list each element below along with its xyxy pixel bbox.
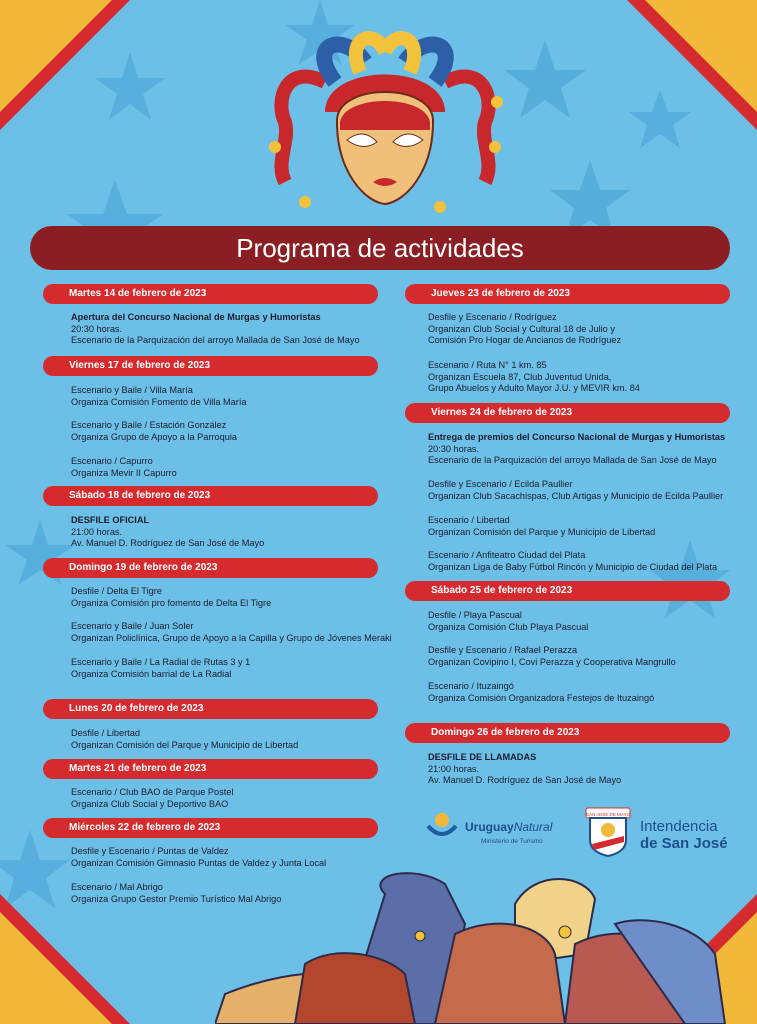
intendencia-line-1: Intendencia [640,818,718,835]
uruguay-natural-wordmark [465,820,552,834]
event-title: Escenario y Baile / Estación González [71,420,227,430]
event-title: Desfile y Escenario / Rodríguez [428,312,557,322]
carnival-mask-icon [265,22,505,222]
date-header-jueves-23: Jueves 23 de febrero de 2023 [405,284,730,304]
event-block [71,312,360,347]
event-line: Organizan Club Social y Cultural 18 de Julio y [428,323,615,334]
corner-decoration-top-right [627,0,757,130]
date-header-martes-14: Martes 14 de febrero de 2023 [43,284,378,304]
corner-decoration-top-left [0,0,130,130]
event-line: Escenario de la Parquización del arroyo Mallada de San José de Mayo [428,455,717,465]
event-title: Escenario / Ruta N° 1 km. 85 [428,360,547,370]
event-title: Escenario / Club BAO de Parque Postel [71,787,234,797]
date-header-domingo-26: Domingo 26 de febrero de 2023 [405,723,730,743]
star-icon [504,40,586,118]
event-block [71,787,233,810]
date-header-martes-21: Martes 21 de febrero de 2023 [43,759,378,779]
event-title: Escenario / Capurro [71,456,153,466]
event-block [428,479,723,502]
event-line: Organizan Covipino I, Covi Perazza y Cooperativa Mangrullo [428,656,676,667]
event-block [428,550,717,573]
event-block [428,360,640,395]
event-line: Av. Manuel D. Rodríguez de San José de Mayo [428,775,622,785]
shield-text: SAN JOSÉ DE MAYO [586,812,630,817]
event-line: Organiza Grupo Gestor Premio Turístico Mal Abrigo [71,893,282,904]
event-line: 20:30 horas. [71,323,123,334]
event-block [428,515,655,538]
event-block [71,728,298,751]
event-line: Organiza Comisión Organizadora Festejos de Ituzaingó [428,692,655,703]
event-line: 20:30 horas. [428,443,480,454]
event-block [428,681,654,704]
event-line: Organizan Comisión del Parque y Municipio de Libertad [71,739,299,750]
logo-text-natural: Natural [513,820,553,834]
event-title: Desfile y Escenario / Puntas de Valdez [71,846,229,856]
event-line: Organizan Club Sacachispas, Club Artigas y Municipio de Ecilda Paullier [428,490,724,501]
event-line: Organiza Comisión barrial de La Radial [71,668,232,679]
event-title: Escenario / Ituzaingó [428,681,514,691]
event-title: Desfile y Escenario / Rafael Perazza [428,645,578,655]
event-line: Organizan Policlínica, Grupo de Apoyo a la Capilla y Grupo de Jóvenes Meraki [71,632,392,643]
date-header-domingo-19: Domingo 19 de febrero de 2023 [43,558,378,578]
event-line: Organizan Comisión del Parque y Municipio de Libertad [428,526,656,537]
date-header-viernes-17: Viernes 17 de febrero de 2023 [43,356,378,376]
event-title: Escenario / Libertad [428,515,510,525]
event-line: Grupo Abuelos y Adulto Mayor J.U. y MEVIR km. 84 [428,383,640,393]
event-block [71,586,271,609]
sun-wave-icon [425,808,459,842]
event-title: Escenario y Baile / Juan Soler [71,621,194,631]
event-title: Desfile / Delta El Tigre [71,586,162,596]
event-block [428,752,621,787]
event-block [71,621,392,644]
event-title: Entrega de premios del Concurso Nacional de Murgas y Humoristas [428,432,726,442]
page-title: Programa de actividades [30,226,730,270]
event-line: Organiza Comisión Fomento de Villa María [71,396,247,407]
event-line: Av. Manuel D. Rodríguez de San José de Mayo [71,538,265,548]
event-block [71,657,250,680]
event-line: Comisión Pro Hogar de Ancianos de Rodríguez [428,335,622,345]
date-header-lunes-20: Lunes 20 de febrero de 2023 [43,699,378,719]
event-block [71,515,264,550]
event-line: Organiza Club Social y Deportivo BAO [71,798,229,809]
event-title: Desfile y Escenario / Ecilda Paullier [428,479,573,489]
event-line: Organiza Comisión Club Playa Pascual [428,621,589,632]
event-line: Organizan Escuela 87, Club Juventud Unida, [428,371,612,382]
event-title: Escenario y Baile / La Radial de Rutas 3 y 1 [71,657,251,667]
intendencia-logo [640,818,728,852]
event-title: Escenario y Baile / Villa María [71,385,193,395]
event-line: Organiza Mevir II Capurro [71,467,177,478]
event-title: Desfile / Playa Pascual [428,610,522,620]
event-line: Organiza Grupo de Apoyo a la Parroquia [71,431,237,442]
event-line: Organizan Comisión Gimnasio Puntas de Valdez y Junta Local [71,857,327,868]
logo-subtitle: Ministerio de Turismo [481,838,543,845]
event-block [428,610,588,633]
event-block [71,420,237,443]
event-title: Escenario / Mal Abrigo [71,882,163,892]
event-line: 21:00 horas. [428,763,480,774]
corner-decoration-bottom-left [0,894,130,1024]
event-title: Desfile / Libertad [71,728,140,738]
event-block [71,385,247,408]
date-header-miercoles-22: Miércoles 22 de febrero de 2023 [43,818,378,838]
event-title: Escenario / Anfiteatro Ciudad del Plata [428,550,586,560]
event-line: Organiza Comisión pro fomento de Delta El Tigre [71,597,272,608]
event-title: DESFILE OFICIAL [71,515,150,525]
event-line: Organizan Liga de Baby Fútbol Rincón y Municipio de Ciudad del Plata [428,561,718,572]
date-header-viernes-24: Viernes 24 de febrero de 2023 [405,403,730,423]
logo-text-uruguay: Uruguay [465,820,514,834]
event-block [428,432,725,467]
event-line: Escenario de la Parquización del arroyo Mallada de San José de Mayo [71,335,360,345]
date-header-sabado-25: Sábado 25 de febrero de 2023 [405,581,730,601]
event-block [428,312,621,347]
event-block [71,456,177,479]
event-line: 21:00 horas. [71,526,123,537]
san-jose-shield-icon [584,806,632,858]
date-header-sabado-18: Sábado 18 de febrero de 2023 [43,486,378,506]
uruguay-natural-logo [425,808,570,850]
event-block [428,645,676,668]
event-title: Apertura del Concurso Nacional de Murgas y Humoristas [71,312,321,322]
murga-costumes-illustration [215,864,735,1024]
intendencia-line-2: de San José [640,835,728,852]
event-title: DESFILE DE LLAMADAS [428,752,537,762]
